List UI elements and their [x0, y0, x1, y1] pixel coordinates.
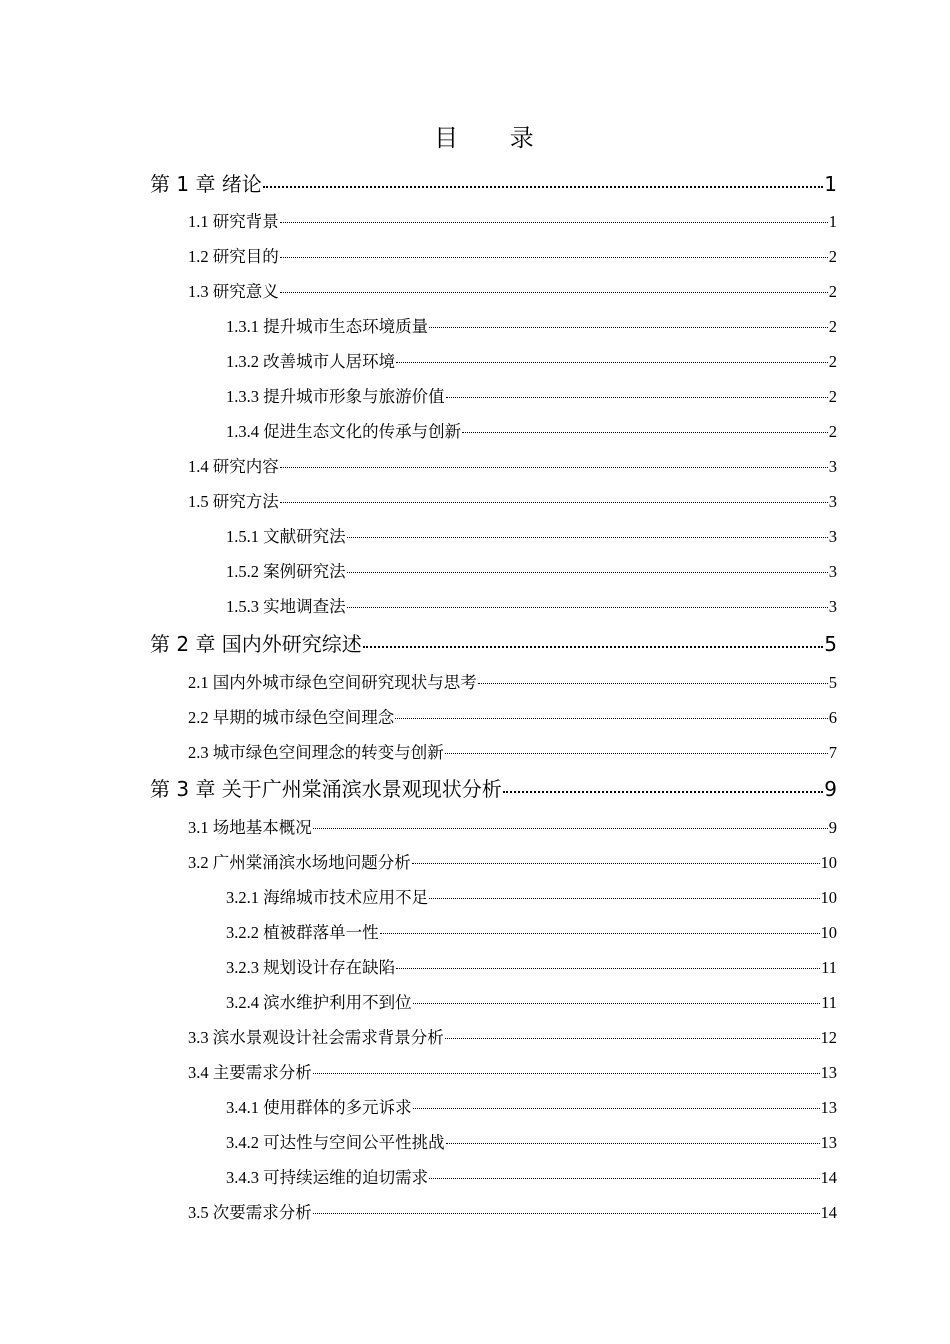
toc-entry-label: 第 2 章 国内外研究综述 — [150, 632, 362, 656]
toc-entry-label: 3.4.1 使用群体的多元诉求 — [226, 1098, 412, 1117]
toc-entry-level-3[interactable] — [226, 593, 837, 617]
toc-entry-page-number: 3 — [828, 527, 837, 546]
toc-entry-level-2[interactable] — [188, 669, 837, 693]
toc-entry-level-2[interactable] — [188, 243, 837, 267]
toc-entry-label: 1.5 研究方法 — [188, 492, 279, 511]
dot-leader — [446, 397, 828, 398]
dot-leader — [413, 1108, 820, 1109]
dot-leader — [347, 572, 828, 573]
dot-leader — [280, 257, 828, 258]
toc-entry-page-number: 3 — [828, 457, 837, 476]
dot-leader — [429, 327, 828, 328]
toc-entry-label: 3.2.2 植被群落单一性 — [226, 923, 379, 942]
toc-entry-page-number: 2 — [828, 387, 837, 406]
dot-leader — [280, 222, 828, 223]
toc-entry-level-3[interactable] — [226, 383, 837, 407]
toc-entry-level-2[interactable] — [188, 704, 837, 728]
toc-entry-level-3[interactable] — [226, 1129, 837, 1153]
toc-entry-page-number: 9 — [824, 777, 837, 801]
toc-entry-page-number: 10 — [820, 923, 837, 942]
toc-entry-page-number: 3 — [828, 562, 837, 581]
toc-entry-label: 3.2 广州棠涌滨水场地问题分析 — [188, 853, 411, 872]
dot-leader — [280, 502, 828, 503]
dot-leader — [412, 863, 820, 864]
toc-entry-level-2[interactable] — [188, 1199, 837, 1223]
dot-leader — [363, 646, 823, 648]
toc-entry-level-2[interactable] — [188, 453, 837, 477]
toc-entry-label: 1.2 研究目的 — [188, 247, 279, 266]
toc-entry-label: 3.2.3 规划设计存在缺陷 — [226, 958, 396, 977]
toc-entry-page-number: 13 — [820, 1098, 837, 1117]
toc-entry-page-number: 10 — [820, 888, 837, 907]
dot-leader — [478, 683, 828, 684]
toc-entry-level-2[interactable] — [188, 814, 837, 838]
dot-leader — [413, 1003, 820, 1004]
dot-leader — [446, 1143, 820, 1144]
toc-entry-page-number: 2 — [828, 317, 837, 336]
toc-entry-page-number: 13 — [820, 1133, 837, 1152]
toc-entry-label: 1.5.1 文献研究法 — [226, 527, 346, 546]
dot-leader — [313, 828, 828, 829]
toc-entry-label: 1.3 研究意义 — [188, 282, 279, 301]
toc-entry-label: 2.3 城市绿色空间理念的转变与创新 — [188, 743, 444, 762]
toc-entry-level-3[interactable] — [226, 989, 837, 1013]
toc-entry-page-number: 2 — [828, 352, 837, 371]
toc-entry-level-3[interactable] — [226, 1164, 837, 1188]
toc-entry-page-number: 3 — [828, 492, 837, 511]
dot-leader — [263, 186, 823, 188]
dot-leader — [313, 1073, 820, 1074]
toc-entry-level-2[interactable] — [188, 488, 837, 512]
toc-entry-page-number: 5 — [824, 632, 837, 656]
dot-leader — [396, 968, 820, 969]
toc-entry-page-number: 11 — [821, 993, 837, 1012]
dot-leader — [503, 791, 823, 793]
toc-entry-label: 1.5.3 实地调查法 — [226, 597, 346, 616]
toc-entry-page-number: 3 — [828, 597, 837, 616]
toc-entry-page-number: 2 — [828, 247, 837, 266]
toc-entry-level-3[interactable] — [226, 313, 837, 337]
toc-entry-label: 3.4.3 可持续运维的迫切需求 — [226, 1168, 429, 1187]
toc-entry-label: 3.4 主要需求分析 — [188, 1063, 312, 1082]
toc-entry-level-1[interactable] — [150, 168, 837, 197]
dot-leader — [395, 718, 828, 719]
toc-entry-label: 第 3 章 关于广州棠涌滨水景观现状分析 — [150, 777, 502, 801]
toc-entry-label: 1.3.4 促进生态文化的传承与创新 — [226, 422, 462, 441]
toc-entry-label: 3.2.1 海绵城市技术应用不足 — [226, 888, 429, 907]
toc-entry-level-2[interactable] — [188, 849, 837, 873]
dot-leader — [429, 898, 819, 899]
toc-entry-level-2[interactable] — [188, 1024, 837, 1048]
toc-entry-page-number: 6 — [828, 708, 837, 727]
dot-leader — [313, 1213, 820, 1214]
toc-entry-level-2[interactable] — [188, 208, 837, 232]
toc-entry-label: 1.3.3 提升城市形象与旅游价值 — [226, 387, 445, 406]
toc-entry-level-3[interactable] — [226, 523, 837, 547]
toc-entry-level-2[interactable] — [188, 278, 837, 302]
toc-entry-level-3[interactable] — [226, 558, 837, 582]
toc-entry-page-number: 5 — [828, 673, 837, 692]
toc-entry-page-number: 12 — [820, 1028, 837, 1047]
toc-entry-label: 3.2.4 滨水维护利用不到位 — [226, 993, 412, 1012]
dot-leader — [429, 1178, 819, 1179]
toc-title: 目 录 — [434, 124, 556, 152]
toc-entry-level-3[interactable] — [226, 1094, 837, 1118]
toc-entry-label: 1.3.1 提升城市生态环境质量 — [226, 317, 429, 336]
toc-entry-level-3[interactable] — [226, 919, 837, 943]
dot-leader — [280, 467, 828, 468]
toc-entry-level-3[interactable] — [226, 418, 837, 442]
toc-entry-page-number: 1 — [824, 172, 837, 196]
toc-entry-page-number: 10 — [820, 853, 837, 872]
toc-entry-page-number: 7 — [828, 743, 837, 762]
toc-entry-level-2[interactable] — [188, 1059, 837, 1083]
dot-leader — [347, 537, 828, 538]
toc-entry-label: 1.3.2 改善城市人居环境 — [226, 352, 396, 371]
toc-entry-page-number: 13 — [820, 1063, 837, 1082]
toc-entry-level-2[interactable] — [188, 739, 837, 763]
toc-entry-page-number: 2 — [828, 422, 837, 441]
toc-entry-level-1[interactable] — [150, 773, 837, 802]
toc-entry-label: 1.5.2 案例研究法 — [226, 562, 346, 581]
dot-leader — [347, 607, 828, 608]
toc-entry-page-number: 2 — [828, 282, 837, 301]
toc-entry-label: 3.4.2 可达性与空间公平性挑战 — [226, 1133, 445, 1152]
toc-entry-label: 2.2 早期的城市绿色空间理念 — [188, 708, 395, 727]
toc-entry-level-1[interactable] — [150, 628, 837, 657]
toc-entry-page-number: 14 — [820, 1203, 837, 1222]
toc-entry-label: 3.3 滨水景观设计社会需求背景分析 — [188, 1028, 444, 1047]
toc-entry-label: 2.1 国内外城市绿色空间研究现状与思考 — [188, 673, 477, 692]
toc-entry-label: 1.1 研究背景 — [188, 212, 279, 231]
toc-entry-label: 3.1 场地基本概况 — [188, 818, 312, 837]
dot-leader — [380, 933, 820, 934]
toc-entry-label: 1.4 研究内容 — [188, 457, 279, 476]
toc-entry-page-number: 14 — [820, 1168, 837, 1187]
toc-entry-level-3[interactable] — [226, 348, 837, 372]
toc-entry-level-3[interactable] — [226, 954, 837, 978]
toc-entry-page-number: 11 — [821, 958, 837, 977]
dot-leader — [445, 1038, 820, 1039]
toc-entry-level-3[interactable] — [226, 884, 837, 908]
toc-entry-page-number: 9 — [828, 818, 837, 837]
dot-leader — [462, 432, 828, 433]
toc-entry-label: 3.5 次要需求分析 — [188, 1203, 312, 1222]
toc-entry-label: 第 1 章 绪论 — [150, 172, 262, 196]
dot-leader — [396, 362, 828, 363]
dot-leader — [445, 753, 828, 754]
dot-leader — [280, 292, 828, 293]
toc-entry-page-number: 1 — [828, 212, 837, 231]
